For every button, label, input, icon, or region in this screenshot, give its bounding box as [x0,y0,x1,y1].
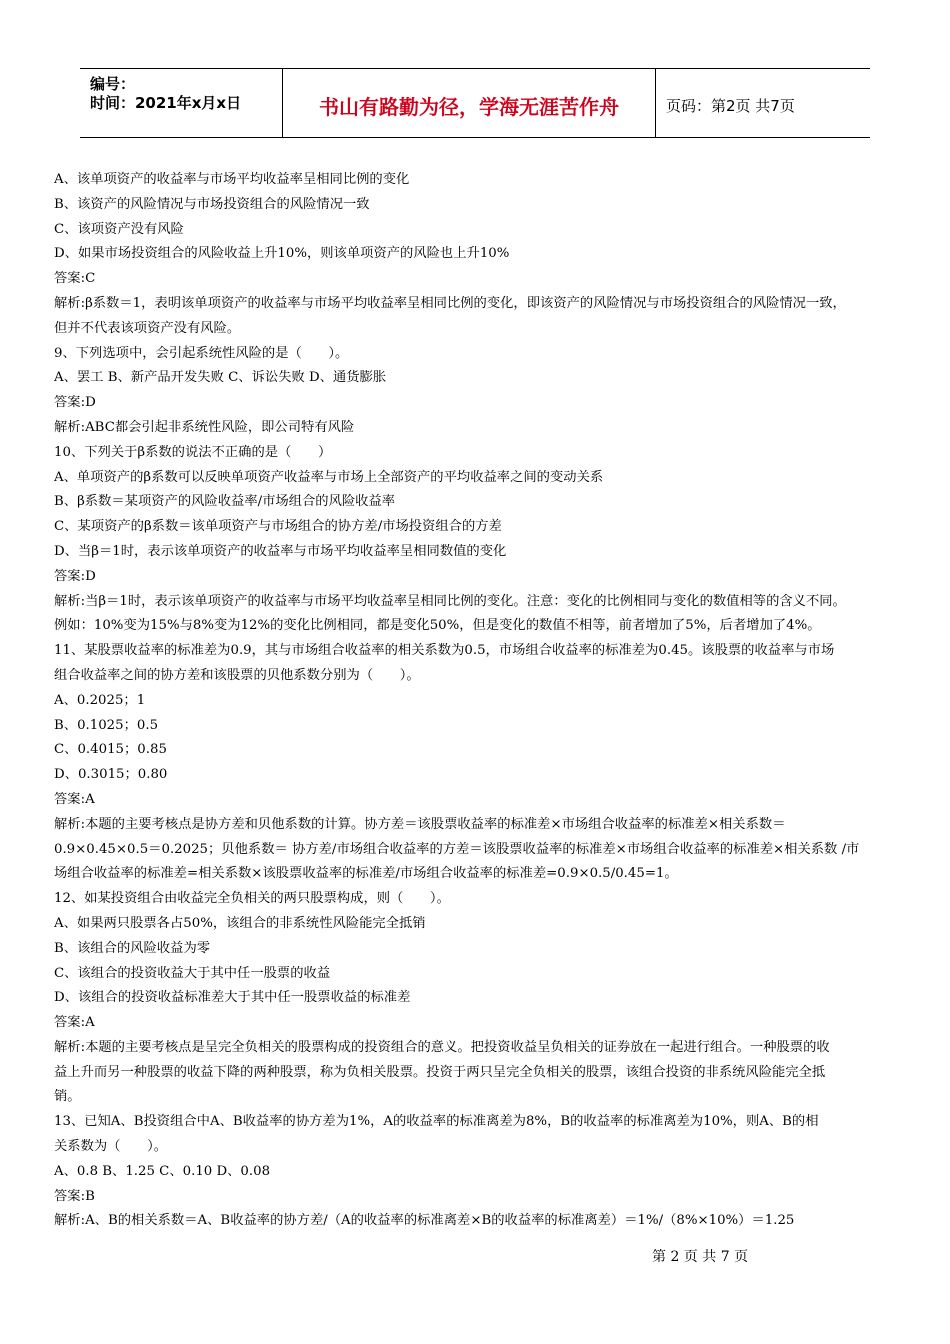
text-line: 答案:C [54,271,96,287]
text-line: 答案:B [54,1188,95,1204]
text-line: B、该组合的风险收益为零 [54,940,211,956]
text-line: 组合收益率之间的协方差和该股票的贝他系数分别为（ ）。 [54,667,420,683]
text-line: D、如果市场投资组合的风险收益上升10%，则该单项资产的风险也上升10% [54,246,510,262]
text-line: 0.9×0.45×0.5＝0.2025；贝他系数＝ 协方差/市场组合收益率的方差＝该股票收益率的标准差×市场组合收益率的标准差×相关系数 /市 [54,841,860,857]
text-line: C、0.4015；0.85 [54,742,167,758]
text-line: 例如：10%变为15%与8%变为12%的变化比例相同，都是变化50%，但是变化的数值不相等，前者增加了5%，后者增加了4%。 [54,618,821,634]
text-line: 11、某股票收益率的标准差为0.9，其与市场组合收益率的相关系数为0.5，市场组合收益率的标准差为0.45。该股票的收益率与市场 [54,643,835,659]
text-line: A、罢工 B、新产品开发失败 C、诉讼失败 D、通货膨胀 [54,370,387,386]
text-line: D、0.3015；0.80 [54,767,168,783]
text-line: 答案:D [54,395,96,411]
text-line: 关系数为（ ）。 [54,1139,168,1155]
text-line: 销。 [54,1089,81,1105]
document-body [54,168,906,1234]
header-right-cell [656,69,870,137]
text-line: 解析:当β＝1时，表示该单项资产的收益率与市场平均收益率呈相同比例的变化。注意：变化的比例相同与变化的数值相等的含义不同。 [54,593,846,609]
text-line: 解析:本题的主要考核点是协方差和贝他系数的计算。协方差＝该股票收益率的标准差×市场组合收益率的标准差×相关系数＝ [54,816,786,832]
text-line: B、该资产的风险情况与市场投资组合的风险情况一致 [54,196,370,212]
text-line: 9、下列选项中，会引起系统性风险的是（ ）。 [54,345,349,361]
text-line: 解析:本题的主要考核点是呈完全负相关的股票构成的投资组合的意义。把投资收益呈负相关的证券放在一起进行组合。一种股票的收 [54,1039,830,1055]
text-line: 12、如某投资组合由收益完全负相关的两只股票构成，则（ ）。 [54,891,450,907]
page-footer: 第 2 页 共 7 页 [652,1249,749,1265]
text-line: 答案:A [54,1015,95,1031]
text-line: A、如果两只股票各占50%，该组合的非系统性风险能完全抵销 [54,915,426,931]
text-line: D、当β＝1时，表示该单项资产的收益率与市场平均收益率呈相同数值的变化 [54,543,507,559]
serial-label: 编号： [90,75,136,93]
text-line: 解析:A、B的相关系数＝A、B收益率的协方差/（A的收益率的标准离差×B的收益率的标准离差）＝1%/（8%×10%）＝1.25 [54,1213,795,1229]
text-line: 答案:A [54,791,95,807]
text-line: 场组合收益率的标准差=相关系数×该股票收益率的标准差/市场组合收益率的标准差=0.9×0.5/0.45=1。 [54,866,678,882]
header-motto-cell [282,69,656,137]
text-line: C、该项资产没有风险 [54,221,184,237]
text-line: D、该组合的投资收益标准差大于其中任一股票收益的标准差 [54,990,411,1006]
date-label: 时间：2021年x月x日 [90,94,242,112]
text-line: A、单项资产的β系数可以反映单项资产收益率与市场上全部资产的平均收益率之间的变动关系 [54,469,604,485]
text-line: B、β系数＝某项资产的风险收益率/市场组合的风险收益率 [54,494,396,510]
page-label: 页码：第2页 共7页 [666,97,795,115]
header-table [80,68,870,138]
text-line: A、0.8 B、1.25 C、0.10 D、0.08 [54,1163,271,1179]
text-line: 答案:D [54,568,96,584]
text-line: 益上升而另一种股票的收益下降的两种股票，称为负相关股票。投资于两只呈完全负相关的股票，该组合投资的非系统风险能完全抵 [54,1064,826,1080]
text-line: 解析:ABC都会引起非系统性风险，即公司特有风险 [54,419,355,435]
text-line: C、该组合的投资收益大于其中任一股票的收益 [54,965,331,981]
text-line: C、某项资产的β系数＝该单项资产与市场组合的协方差/市场投资组合的方差 [54,519,502,535]
text-line: A、0.2025；1 [54,692,146,708]
text-line: 10、下列关于β系数的说法不正确的是（ ） [54,444,332,460]
text-line: 解析:β系数＝1，表明该单项资产的收益率与市场平均收益率呈相同比例的变化，即该资产的风险情况与市场投资组合的风险情况一致， [54,295,846,311]
text-line: 13、已知A、B投资组合中A、B收益率的协方差为1%，A的收益率的标准离差为8%，B的收益率的标准离差为10%，则A、B的相 [54,1114,819,1130]
motto: 书山有路勤为径，学海无涯苦作舟 [319,95,619,119]
text-line: B、0.1025；0.5 [54,717,159,733]
text-line: A、该单项资产的收益率与市场平均收益率呈相同比例的变化 [54,172,410,187]
text-line: 但并不代表该项资产没有风险。 [54,320,241,336]
header-left-cell [80,69,282,137]
